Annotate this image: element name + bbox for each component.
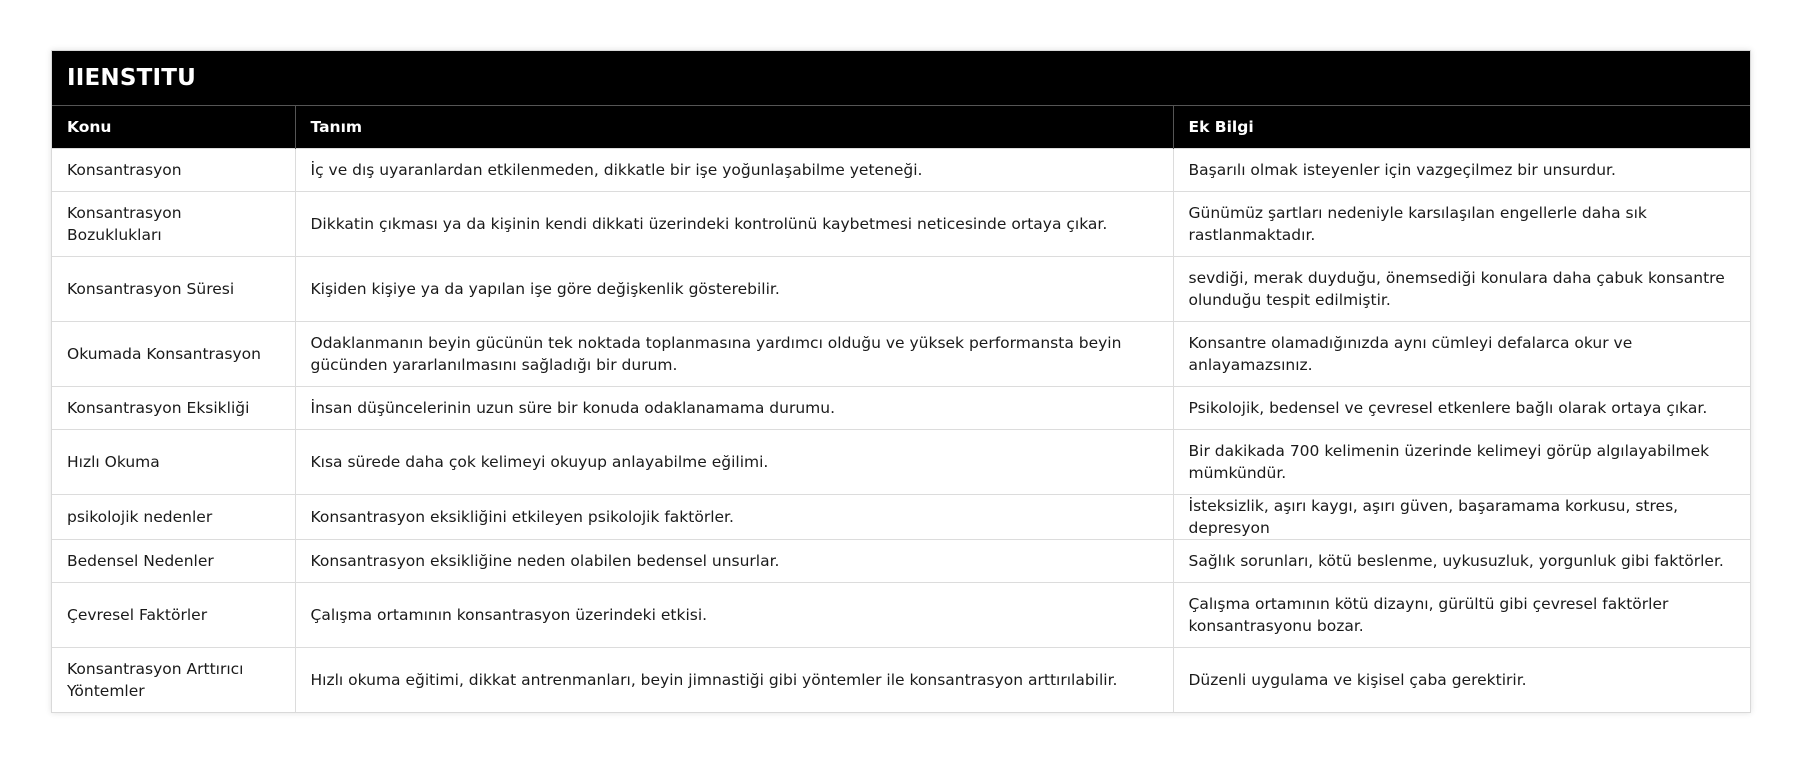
cell-ek-bilgi: Sağlık sorunları, kötü beslenme, uykusuzluk, yorgunluk gibi faktörler. (1173, 540, 1750, 583)
table-row (52, 430, 1750, 495)
table-card (51, 50, 1751, 713)
cell-tanim: Kişiden kişiye ya da yapılan işe göre değişkenlik gösterebilir. (295, 257, 1173, 322)
cell-konu: Okumada Konsantrasyon (52, 322, 295, 387)
header-row (52, 106, 1750, 149)
table-row (52, 583, 1750, 648)
cell-konu: Konsantrasyon Eksikliği (52, 387, 295, 430)
table-row (52, 387, 1750, 430)
cell-ek-bilgi: Başarılı olmak isteyenler için vazgeçilmez bir unsurdur. (1173, 149, 1750, 192)
cell-ek-bilgi: Düzenli uygulama ve kişisel çaba gerektirir. (1173, 648, 1750, 713)
cell-tanim: İç ve dış uyaranlardan etkilenmeden, dikkatle bir işe yoğunlaşabilme yeteneği. (295, 149, 1173, 192)
cell-ek-bilgi: Konsantre olamadığınızda aynı cümleyi defalarca okur ve anlayamazsınız. (1173, 322, 1750, 387)
table-row (52, 192, 1750, 257)
cell-ek-bilgi: Bir dakikada 700 kelimenin üzerinde kelimeyi görüp algılayabilmek mümkündür. (1173, 430, 1750, 495)
header-tanim: Tanım (295, 106, 1173, 149)
cell-tanim: Konsantrasyon eksikliğini etkileyen psikolojik faktörler. (295, 495, 1173, 540)
cell-konu: Konsantrasyon Arttırıcı Yöntemler (52, 648, 295, 713)
cell-ek-bilgi: sevdiği, merak duyduğu, önemsediği konulara daha çabuk konsantre olunduğu tespit edilmiştir. (1173, 257, 1750, 322)
cell-konu: psikolojik nedenler (52, 495, 295, 540)
cell-ek-bilgi: İsteksizlik, aşırı kaygı, aşırı güven, başaramama korkusu, stres, depresyon (1173, 495, 1750, 540)
cell-konu: Bedensel Nedenler (52, 540, 295, 583)
table-row (52, 257, 1750, 322)
cell-konu: Konsantrasyon Bozuklukları (52, 192, 295, 257)
brand-title: IIENSTITU (52, 51, 1750, 105)
table-row (52, 322, 1750, 387)
cell-tanim: Hızlı okuma eğitimi, dikkat antrenmanları, beyin jimnastiği gibi yöntemler ile konsantrasyon arttırılabilir. (295, 648, 1173, 713)
cell-ek-bilgi: Çalışma ortamının kötü dizaynı, gürültü gibi çevresel faktörler konsantrasyonu bozar. (1173, 583, 1750, 648)
table-row (52, 495, 1750, 540)
cell-konu: Hızlı Okuma (52, 430, 295, 495)
cell-konu: Konsantrasyon Süresi (52, 257, 295, 322)
info-table (52, 105, 1750, 712)
cell-ek-bilgi: Günümüz şartları nedeniyle karsılaşılan engellerle daha sık rastlanmaktadır. (1173, 192, 1750, 257)
cell-tanim: İnsan düşüncelerinin uzun süre bir konuda odaklanamama durumu. (295, 387, 1173, 430)
cell-konu: Çevresel Faktörler (52, 583, 295, 648)
cell-tanim: Konsantrasyon eksikliğine neden olabilen bedensel unsurlar. (295, 540, 1173, 583)
table-row (52, 648, 1750, 713)
cell-tanim: Dikkatin çıkması ya da kişinin kendi dikkati üzerindeki kontrolünü kaybetmesi neticesinde ortaya çıkar. (295, 192, 1173, 257)
table-row (52, 540, 1750, 583)
cell-konu: Konsantrasyon (52, 149, 295, 192)
cell-ek-bilgi: Psikolojik, bedensel ve çevresel etkenlere bağlı olarak ortaya çıkar. (1173, 387, 1750, 430)
header-ek-bilgi: Ek Bilgi (1173, 106, 1750, 149)
cell-tanim: Odaklanmanın beyin gücünün tek noktada toplanmasına yardımcı olduğu ve yüksek performansta beyin gücünden yararlanılmasını sağladığı bir durum. (295, 322, 1173, 387)
header-konu: Konu (52, 106, 295, 149)
table-row (52, 149, 1750, 192)
cell-tanim: Kısa sürede daha çok kelimeyi okuyup anlayabilme eğilimi. (295, 430, 1173, 495)
cell-tanim: Çalışma ortamının konsantrasyon üzerindeki etkisi. (295, 583, 1173, 648)
